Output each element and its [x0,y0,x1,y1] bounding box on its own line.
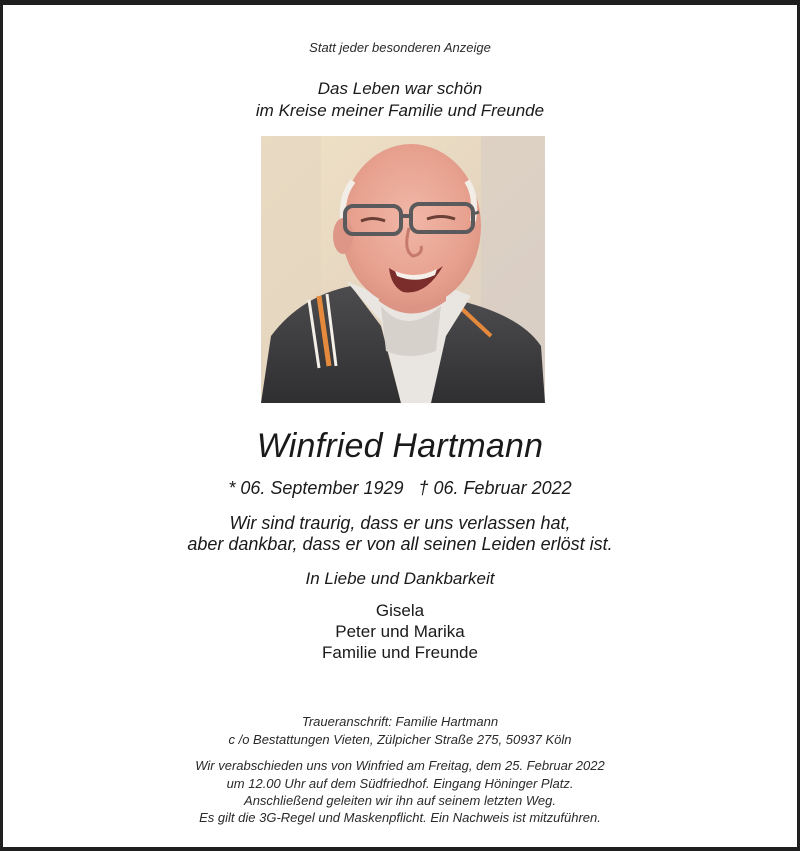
farewell-line-3: Anschließend geleiten wir ihn auf seinem letzten Weg. [244,793,556,808]
motto-line-2: im Kreise meiner Familie und Freunde [255,101,545,120]
deceased-name: Winfried Hartmann [256,427,544,465]
farewell-line-4: Es gilt die 3G-Regel und Maskenpflicht. Ein Nachweis ist mitzuführen. [199,810,601,825]
portrait-photo-icon [261,136,545,403]
farewell-line-2: um 12.00 Uhr auf dem Südfriedhof. Eingang Höninger Platz. [226,776,574,791]
message-line-2: aber dankbar, dass er von all seinen Leiden erlöst ist. [187,534,613,554]
signer-2: Peter und Marika [335,622,465,641]
signer-3: Familie und Freunde [322,643,478,662]
portrait-photo [261,136,545,403]
signer-1: Gisela [375,601,425,620]
closing-line: In Liebe und Dankbarkeit [305,569,495,588]
life-dates: * 06. September 1929 † 06. Februar 2022 [228,478,572,498]
message-line-1: Wir sind traurig, dass er uns verlassen hat, [229,513,571,533]
address-line-2: c /o Bestattungen Vieten, Zülpicher Straße 275, 50937 Köln [228,732,572,747]
address-line-1: Traueranschrift: Familie Hartmann [301,714,499,729]
notice-heading: Statt jeder besonderen Anzeige [309,40,491,55]
motto-line-1: Das Leben war schön [317,79,483,98]
farewell-line-1: Wir verabschieden uns von Winfried am Freitag, dem 25. Februar 2022 [195,758,605,773]
